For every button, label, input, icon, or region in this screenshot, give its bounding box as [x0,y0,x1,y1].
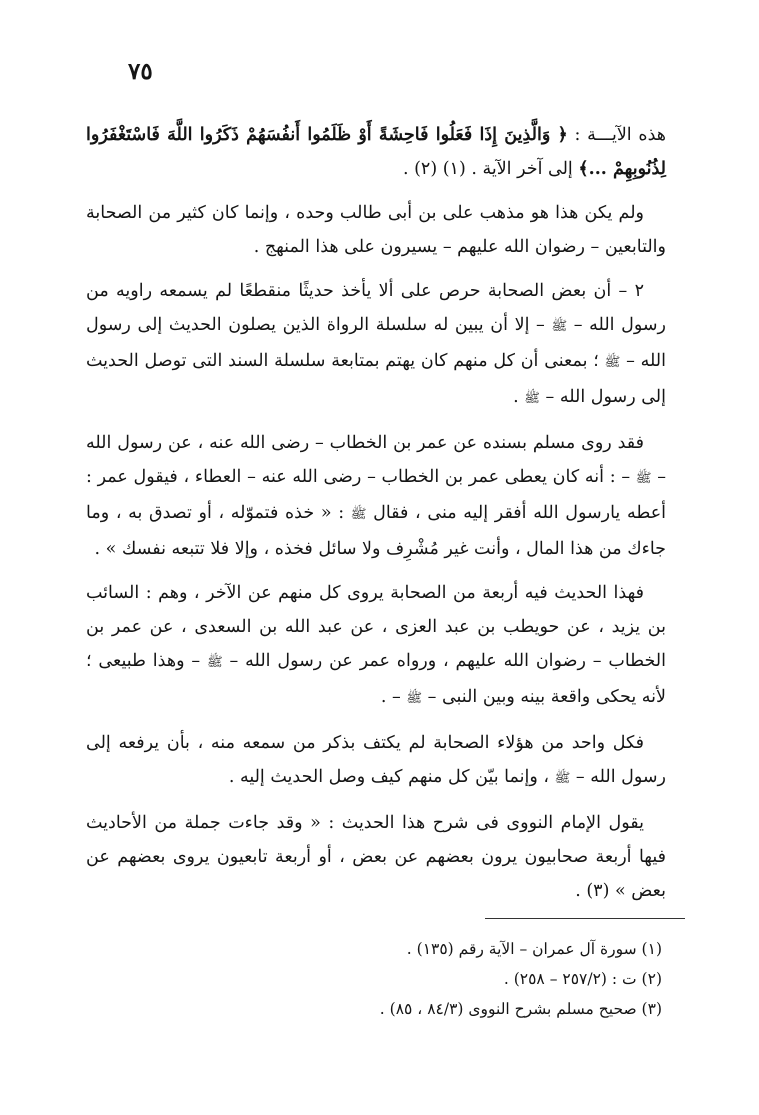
paragraph-text: ولم يكن هذا هو مذهب على بن أبى طالب وحده ، وإنما كان كثير من الصحابة والتابعين – رضوان الله عليهم – يسيرون على هذا المنهج . [86,203,666,257]
footnote-divider [485,918,685,919]
paragraph-ali-method [86,196,666,264]
paragraph-nawawi-quote [86,806,666,908]
paragraph-point-two [86,274,666,416]
verse-intro: هذه الآيـــة : [567,125,666,145]
body-text [86,118,666,918]
honorific-glyph: ﷺ [406,691,423,706]
paragraph-text: ٢ – أن بعض الصحابة حرص على ألا يأخذ حديثًا منقطعًا لم يسمعه راويه من رسول الله – [86,281,666,335]
paragraph-text: – : أنه كان يعطى عمر بن الخطاب – رضى الله عنه – العطاء ، فيقول عمر : أعطه يارسول الله أفقر إليه منى ، فقال [86,467,666,523]
paragraph-text: ؛ بمعنى أن كل منهم كان يهتم بمتابعة سلسلة السند التى توصل الحديث إلى رسول الله – [86,351,666,407]
verse-reference: إلى آخر الآية . (١) (٢) . [402,159,579,179]
paragraph-each-companion [86,726,666,796]
paragraph-four-companions [86,576,666,716]
honorific-glyph: ﷺ [554,771,571,786]
paragraph-text: – إلا أن يبين له سلسلة الرواة الذين يصلون الحديث إلى رسول الله – [86,315,666,371]
paragraph-quran-verse [86,118,666,186]
paragraph-text: – . [380,687,407,707]
footnotes [300,934,662,1024]
honorific-glyph: ﷺ [551,319,568,334]
paragraph-text: فهذا الحديث فيه أربعة من الصحابة يروى كل منهم عن الآخر ، وهم : السائب بن يزيد ، عن حويطب بن عبد العزى ، عن عبد الله بن السعدى ، عن عمر بن الخطاب – رضوان الله عليهم ، ورواه عمر عن رسول الله – [86,583,667,671]
paragraph-text: يقول الإمام النووى فى شرح هذا الحديث : « وقد جاءت جملة من الأحاديث فيها أربعة صحابيون يرون بعضهم عن بعض ، أو أربعة تابعيون يروى بعضهم عن بعض » (٣) . [86,813,666,901]
paragraph-text: فقد روى مسلم بسنده عن عمر بن الخطاب – رضى الله عنه ، عن رسول الله – [86,433,666,487]
paragraph-text: : « خذه فتموّله ، أو تصدق به ، وما جاءك من هذا المال ، وأنت غير مُشْرِف ولا سائل فخذه ، وإلا فلا تتبعه نفسك » . [86,503,666,559]
footnote-2: (٢) ت : (٢٥٧/٢ – ٢٥٨) . [503,970,662,988]
honorific-glyph: ﷺ [635,471,652,486]
paragraph-text: – وهذا طبيعى ؛ لأنه يحكى واقعة بينه وبين النبى – [86,651,666,707]
honorific-glyph: ﷺ [350,507,367,522]
footnote-3: (٣) صحيح مسلم بشرح النووى (٨٤/٣ ، ٨٥) . [379,1000,662,1018]
footnote-1: (١) سورة آل عمران – الآية رقم (١٣٥) . [406,940,662,958]
honorific-glyph: ﷺ [206,655,223,670]
paragraph-muslim-narration [86,426,666,566]
honorific-glyph: ﷺ [604,355,621,370]
paragraph-text: . [513,387,525,407]
page-number: ٧٥ [128,58,153,85]
quran-quote: ﴿ وَالَّذِينَ إِذَا فَعَلُوا فَاحِشَةً أَوْ ظَلَمُوا أَنفُسَهُمْ ذَكَرُوا اللَّهَ فَاسْتَغْفَرُوا لِذُنُوبِهِمْ ...﴾ [86,125,666,179]
honorific-glyph: ﷺ [524,391,540,406]
paragraph-text: ، وإنما بيّن كل منهم كيف وصل الحديث إليه . [228,767,555,787]
paragraph-text: فكل واحد من هؤلاء الصحابة لم يكتف بذكر من سمعه منه ، بأن يرفعه إلى رسول الله – [86,733,666,787]
